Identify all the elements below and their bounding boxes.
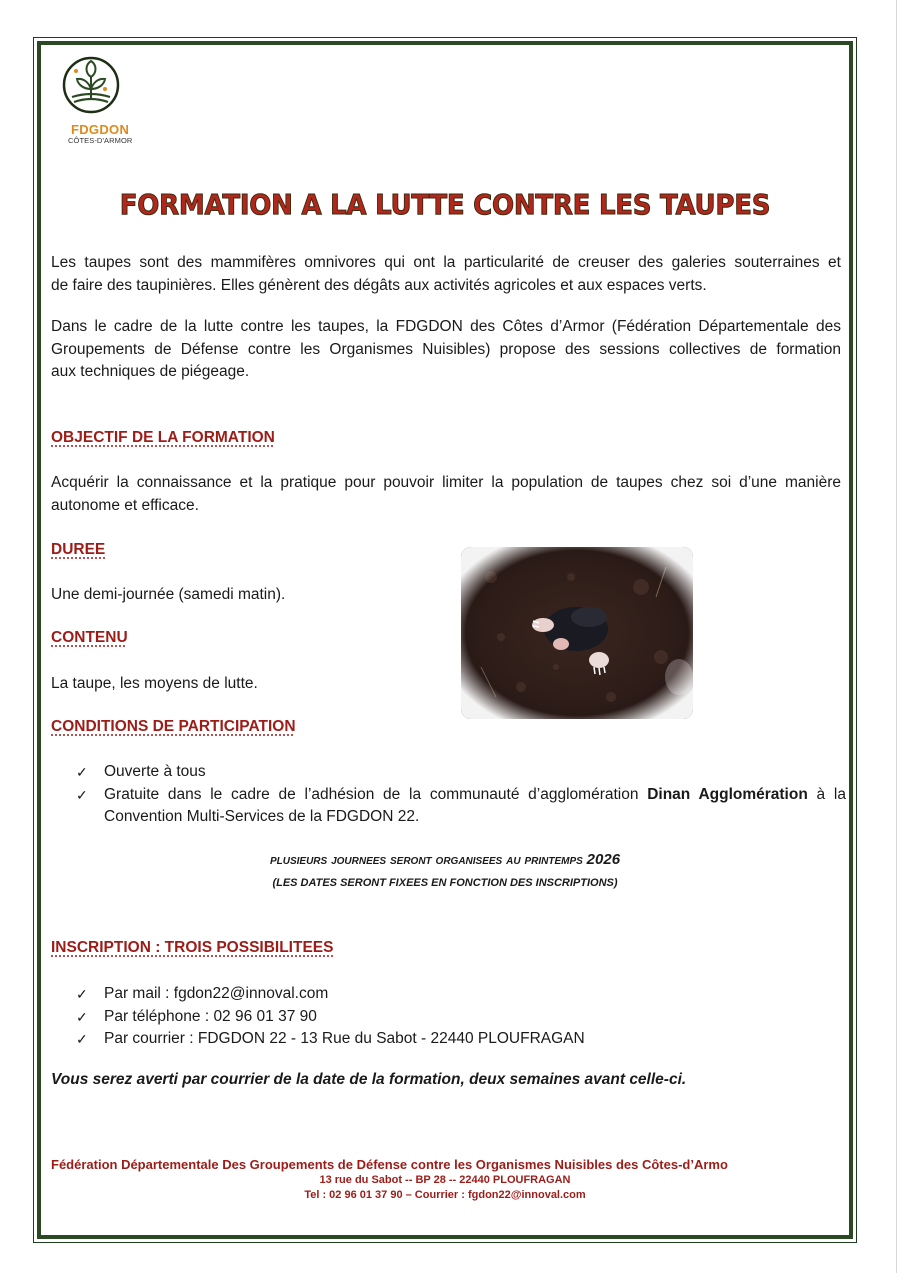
logo-subtitle: CÔTES-D'ARMOR [68,136,133,145]
text-line: Dans le cadre de la lutte contre les taupes, la FDGDON des Côtes d’Armor (Fédération Départementale des [51,318,841,335]
text-line: autonome et efficace. [51,496,199,514]
list-item [76,1006,846,1029]
list-item-text: Ouverte à tous [104,763,206,780]
heading-conditions: CONDITIONS DE PARTICIPATION [51,718,296,735]
check-icon: ✓ [76,1031,88,1047]
text-line: Acquérir la connaissance et la pratique pour pouvoir limiter la population de taupes chez soi d’une manière [51,474,841,491]
contenu-text: La taupe, les moyens de lutte. [51,675,258,692]
list-item [76,761,846,784]
phone-contact: Par téléphone : 02 96 01 37 90 [104,1007,317,1025]
list-item [76,784,846,829]
scan-edge [896,0,897,1273]
list-item-text: à la Convention Multi-Services de la FDGDON 22. [104,785,846,825]
heading-contenu: CONTENU [51,629,128,646]
list-item [76,1028,846,1051]
list-item-text: Gratuite dans le cadre de l’adhésion de la communauté d’agglomération [104,785,648,803]
objectif-text [51,472,841,517]
fdgdon-logo [57,55,133,145]
footer-address: 13 rue du Sabot -- BP 28 -- 22440 PLOUFRAGAN [319,1174,571,1186]
postal-contact: Par courrier : FDGDON 22 - 13 Rue du Sabot - 22440 PLOUFRAGAN [104,1030,585,1047]
notice-text: Vous serez averti par courrier de la date de la formation, deux semaines avant celle-ci. [51,1071,687,1088]
check-icon: ✓ [76,1008,88,1025]
text-line: aux techniques de piégeage. [51,363,250,380]
inscription-list [76,983,846,1051]
announcement-text: plusieurs journees seront organisees au printemps [269,851,583,867]
announcement-line-1 [41,851,849,868]
heading-duree: DUREE [51,541,106,558]
page-title: FORMATION A LA LUTTE CONTRE LES TAUPES [119,188,771,221]
check-icon: ✓ [76,764,88,780]
heading-inscription: INSCRIPTION : TROIS POSSIBILITEES [51,939,334,956]
text-line: de faire des taupinières. Elles génèrent des dégâts aux activités agricoles et aux espaces verts. [51,276,707,294]
announcement-subtext: (LES DATES SERONT FIXEES EN FONCTION DES INSCRIPTIONS) [272,877,618,889]
announcement-line-2 [41,877,849,889]
footer-organization: Fédération Départementale Des Groupements de Défense contre les Organismes Nuisibles des Côtes-d’Armo [51,1157,728,1172]
text-line: Groupements de Défense contre les Organismes Nuisibles) propose des sessions collectives de formation [51,340,841,358]
footer-contact: Tel : 02 96 01 37 90 – Courrier : fgdon22@innoval.com [304,1189,586,1201]
intro-paragraph-2 [51,316,841,384]
check-icon: ✓ [76,786,88,803]
conditions-list [76,761,846,829]
mole-photo [461,547,693,719]
flyer-page [41,45,849,1235]
email-contact[interactable]: Par mail : fgdon22@innoval.com [104,985,329,1002]
check-icon: ✓ [76,986,88,1002]
announcement-year: 2026 [586,851,621,868]
text-line: Les taupes sont des mammifères omnivores qui ont la particularité de creuser des galeries souterraines et [51,254,841,271]
bold-text: Dinan Agglomération [647,785,808,803]
duree-text: Une demi-journée (samedi matin). [51,586,286,603]
list-item [76,983,846,1006]
intro-paragraph-1 [51,252,841,297]
heading-objectif: OBJECTIF DE LA FORMATION [51,429,275,446]
mole-image-icon [461,547,693,719]
plant-logo-icon [60,55,122,117]
logo-name: FDGDON [71,122,130,137]
